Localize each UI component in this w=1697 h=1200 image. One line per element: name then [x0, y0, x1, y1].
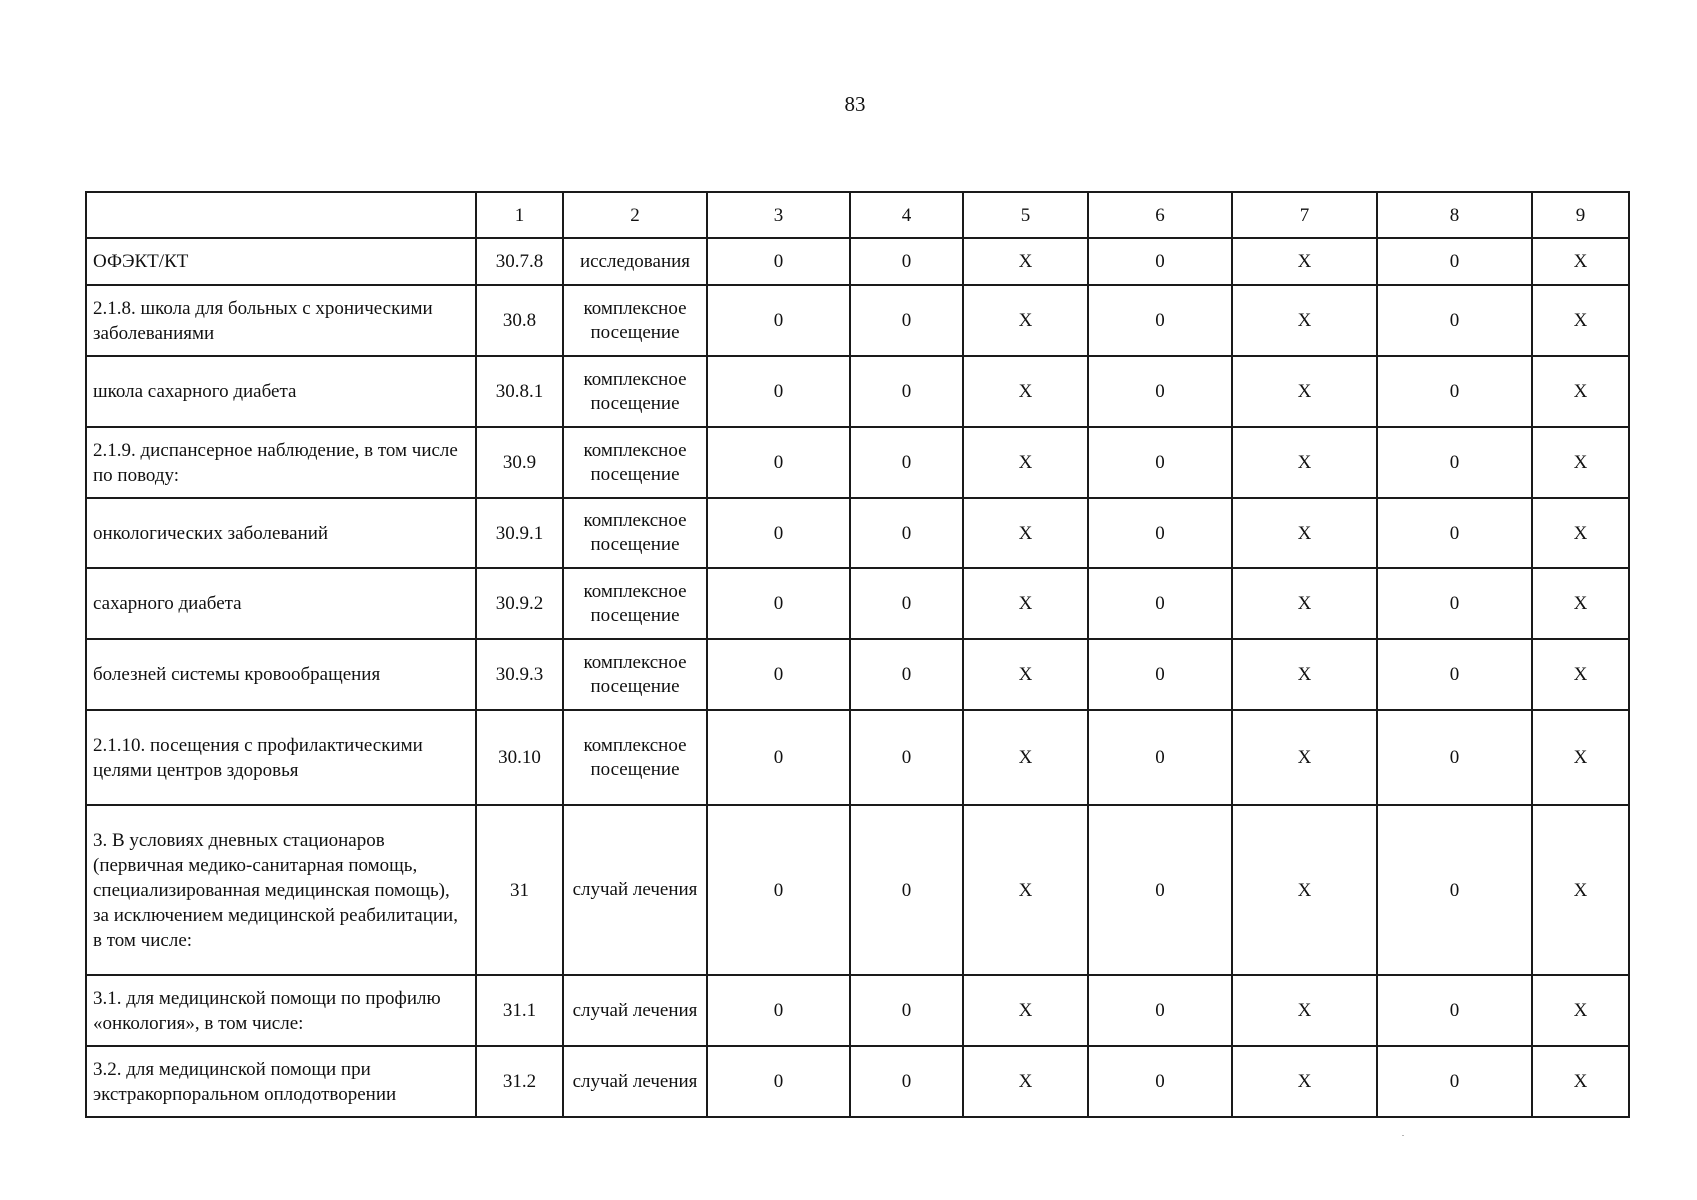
- row-unit-cell: комплексное посещение: [563, 639, 707, 710]
- row-value-cell: 0: [850, 568, 963, 639]
- row-value-cell: X: [963, 805, 1088, 975]
- row-name-cell: онкологических заболеваний: [86, 498, 476, 568]
- row-code-cell: 31.2: [476, 1046, 563, 1117]
- page-number: 83: [844, 92, 866, 116]
- scan-artifact: [1234, 0, 1256, 2]
- table-row: [86, 1046, 1629, 1117]
- row-value-cell: 0: [1377, 498, 1532, 568]
- table-row: [86, 285, 1629, 356]
- row-code-cell: 31.1: [476, 975, 563, 1046]
- row-value-cell: X: [1532, 238, 1629, 285]
- row-value-cell: 0: [707, 238, 850, 285]
- row-name-cell: сахарного диабета: [86, 568, 476, 639]
- row-value-cell: 0: [707, 498, 850, 568]
- row-value-cell: 0: [850, 498, 963, 568]
- row-unit-cell: комплексное посещение: [563, 285, 707, 356]
- row-value-cell: 0: [707, 710, 850, 805]
- scan-artifact: [1182, 0, 1190, 2]
- header-cell: [86, 192, 476, 238]
- row-unit-cell: исследования: [563, 238, 707, 285]
- table-row: [86, 427, 1629, 498]
- row-value-cell: 0: [850, 1046, 963, 1117]
- row-value-cell: 0: [850, 975, 963, 1046]
- row-value-cell: X: [1532, 568, 1629, 639]
- row-value-cell: X: [1532, 356, 1629, 427]
- row-name-cell: ОФЭКТ/КТ: [86, 238, 476, 285]
- data-table: [85, 191, 1630, 1118]
- header-cell: 3: [707, 192, 850, 238]
- row-value-cell: 0: [1377, 975, 1532, 1046]
- row-name-cell: 2.1.8. школа для больных с хроническими заболеваниями: [86, 285, 476, 356]
- row-unit-cell: комплексное посещение: [563, 356, 707, 427]
- row-value-cell: 0: [850, 356, 963, 427]
- row-unit-cell: комплексное посещение: [563, 710, 707, 805]
- header-cell: 4: [850, 192, 963, 238]
- row-value-cell: X: [963, 710, 1088, 805]
- row-value-cell: 0: [1377, 356, 1532, 427]
- row-name-cell: 2.1.9. диспансерное наблюдение, в том числе по поводу:: [86, 427, 476, 498]
- header-cell: 7: [1232, 192, 1377, 238]
- row-value-cell: X: [1532, 975, 1629, 1046]
- row-value-cell: 0: [707, 639, 850, 710]
- row-value-cell: X: [1232, 356, 1377, 427]
- row-value-cell: X: [963, 285, 1088, 356]
- row-code-cell: 30.8: [476, 285, 563, 356]
- row-value-cell: 0: [850, 427, 963, 498]
- scan-artifact: [1125, 0, 1131, 2]
- row-value-cell: X: [963, 498, 1088, 568]
- row-value-cell: X: [1532, 710, 1629, 805]
- row-value-cell: X: [963, 975, 1088, 1046]
- row-value-cell: 0: [1377, 285, 1532, 356]
- row-value-cell: 0: [1088, 639, 1232, 710]
- row-value-cell: 0: [850, 238, 963, 285]
- row-value-cell: X: [1532, 427, 1629, 498]
- row-value-cell: X: [963, 356, 1088, 427]
- header-cell: 6: [1088, 192, 1232, 238]
- row-name-cell: 2.1.10. посещения с профилактическими целями центров здоровья: [86, 710, 476, 805]
- row-value-cell: 0: [1377, 1046, 1532, 1117]
- row-name-cell: 3. В условиях дневных стационаров (первичная медико-санитарная помощь, специализированная медицинская помощь), за исключением медицинской реабилитации, в том числе:: [86, 805, 476, 975]
- row-value-cell: 0: [707, 356, 850, 427]
- row-unit-cell: случай лечения: [563, 805, 707, 975]
- table-row: [86, 805, 1629, 975]
- row-name-cell: 3.1. для медицинской помощи по профилю «онкология», в том числе:: [86, 975, 476, 1046]
- header-cell: 9: [1532, 192, 1629, 238]
- row-value-cell: X: [963, 568, 1088, 639]
- row-value-cell: 0: [707, 427, 850, 498]
- row-value-cell: 0: [850, 710, 963, 805]
- row-value-cell: X: [1232, 975, 1377, 1046]
- row-unit-cell: случай лечения: [563, 975, 707, 1046]
- row-value-cell: 0: [1088, 975, 1232, 1046]
- row-value-cell: X: [1232, 710, 1377, 805]
- row-value-cell: X: [1232, 285, 1377, 356]
- row-value-cell: X: [1532, 1046, 1629, 1117]
- scan-artifact: [1301, 0, 1319, 2]
- row-value-cell: 0: [1377, 639, 1532, 710]
- row-code-cell: 31: [476, 805, 563, 975]
- row-value-cell: 0: [1088, 710, 1232, 805]
- row-value-cell: X: [1232, 805, 1377, 975]
- row-unit-cell: случай лечения: [563, 1046, 707, 1117]
- row-value-cell: 0: [1088, 498, 1232, 568]
- row-value-cell: X: [1532, 639, 1629, 710]
- row-value-cell: 0: [850, 639, 963, 710]
- row-value-cell: 0: [1088, 356, 1232, 427]
- row-name-cell: 3.2. для медицинской помощи при экстракорпоральном оплодотворении: [86, 1046, 476, 1117]
- table-row: [86, 498, 1629, 568]
- row-value-cell: 0: [707, 1046, 850, 1117]
- scan-artifact: [1364, 0, 1369, 2]
- scan-artifact: [1402, 1135, 1404, 1136]
- row-code-cell: 30.10: [476, 710, 563, 805]
- table-row: [86, 975, 1629, 1046]
- row-code-cell: 30.9.3: [476, 639, 563, 710]
- row-value-cell: X: [963, 1046, 1088, 1117]
- row-value-cell: X: [1232, 639, 1377, 710]
- row-value-cell: 0: [1377, 805, 1532, 975]
- row-value-cell: 0: [707, 285, 850, 356]
- row-value-cell: X: [963, 639, 1088, 710]
- row-value-cell: 0: [1377, 568, 1532, 639]
- row-unit-cell: комплексное посещение: [563, 427, 707, 498]
- row-value-cell: X: [1232, 498, 1377, 568]
- row-name-cell: школа сахарного диабета: [86, 356, 476, 427]
- header-cell: 5: [963, 192, 1088, 238]
- row-value-cell: X: [1232, 238, 1377, 285]
- row-code-cell: 30.9.1: [476, 498, 563, 568]
- row-value-cell: 0: [707, 568, 850, 639]
- table-row: [86, 238, 1629, 285]
- row-code-cell: 30.8.1: [476, 356, 563, 427]
- row-value-cell: 0: [1088, 805, 1232, 975]
- row-unit-cell: комплексное посещение: [563, 568, 707, 639]
- row-value-cell: 0: [850, 285, 963, 356]
- row-unit-cell: комплексное посещение: [563, 498, 707, 568]
- row-value-cell: X: [1532, 498, 1629, 568]
- row-value-cell: 0: [1088, 1046, 1232, 1117]
- row-value-cell: 0: [1088, 427, 1232, 498]
- row-value-cell: X: [1532, 285, 1629, 356]
- row-value-cell: X: [1232, 427, 1377, 498]
- header-cell: 2: [563, 192, 707, 238]
- row-value-cell: 0: [1377, 427, 1532, 498]
- header-cell: 1: [476, 192, 563, 238]
- row-value-cell: 0: [1088, 285, 1232, 356]
- row-name-cell: болезней системы кровообращения: [86, 639, 476, 710]
- table-row: [86, 710, 1629, 805]
- row-value-cell: X: [963, 427, 1088, 498]
- row-value-cell: X: [963, 238, 1088, 285]
- row-code-cell: 30.9: [476, 427, 563, 498]
- row-value-cell: 0: [1377, 238, 1532, 285]
- row-value-cell: 0: [707, 805, 850, 975]
- row-value-cell: 0: [707, 975, 850, 1046]
- row-value-cell: X: [1232, 1046, 1377, 1117]
- row-value-cell: 0: [850, 805, 963, 975]
- header-row: [86, 192, 1629, 238]
- row-code-cell: 30.7.8: [476, 238, 563, 285]
- table-body: [86, 192, 1629, 1117]
- table-row: [86, 639, 1629, 710]
- table-row: [86, 356, 1629, 427]
- row-value-cell: X: [1532, 805, 1629, 975]
- row-value-cell: 0: [1088, 568, 1232, 639]
- row-code-cell: 30.9.2: [476, 568, 563, 639]
- row-value-cell: X: [1232, 568, 1377, 639]
- table-row: [86, 568, 1629, 639]
- row-value-cell: 0: [1088, 238, 1232, 285]
- header-cell: 8: [1377, 192, 1532, 238]
- row-value-cell: 0: [1377, 710, 1532, 805]
